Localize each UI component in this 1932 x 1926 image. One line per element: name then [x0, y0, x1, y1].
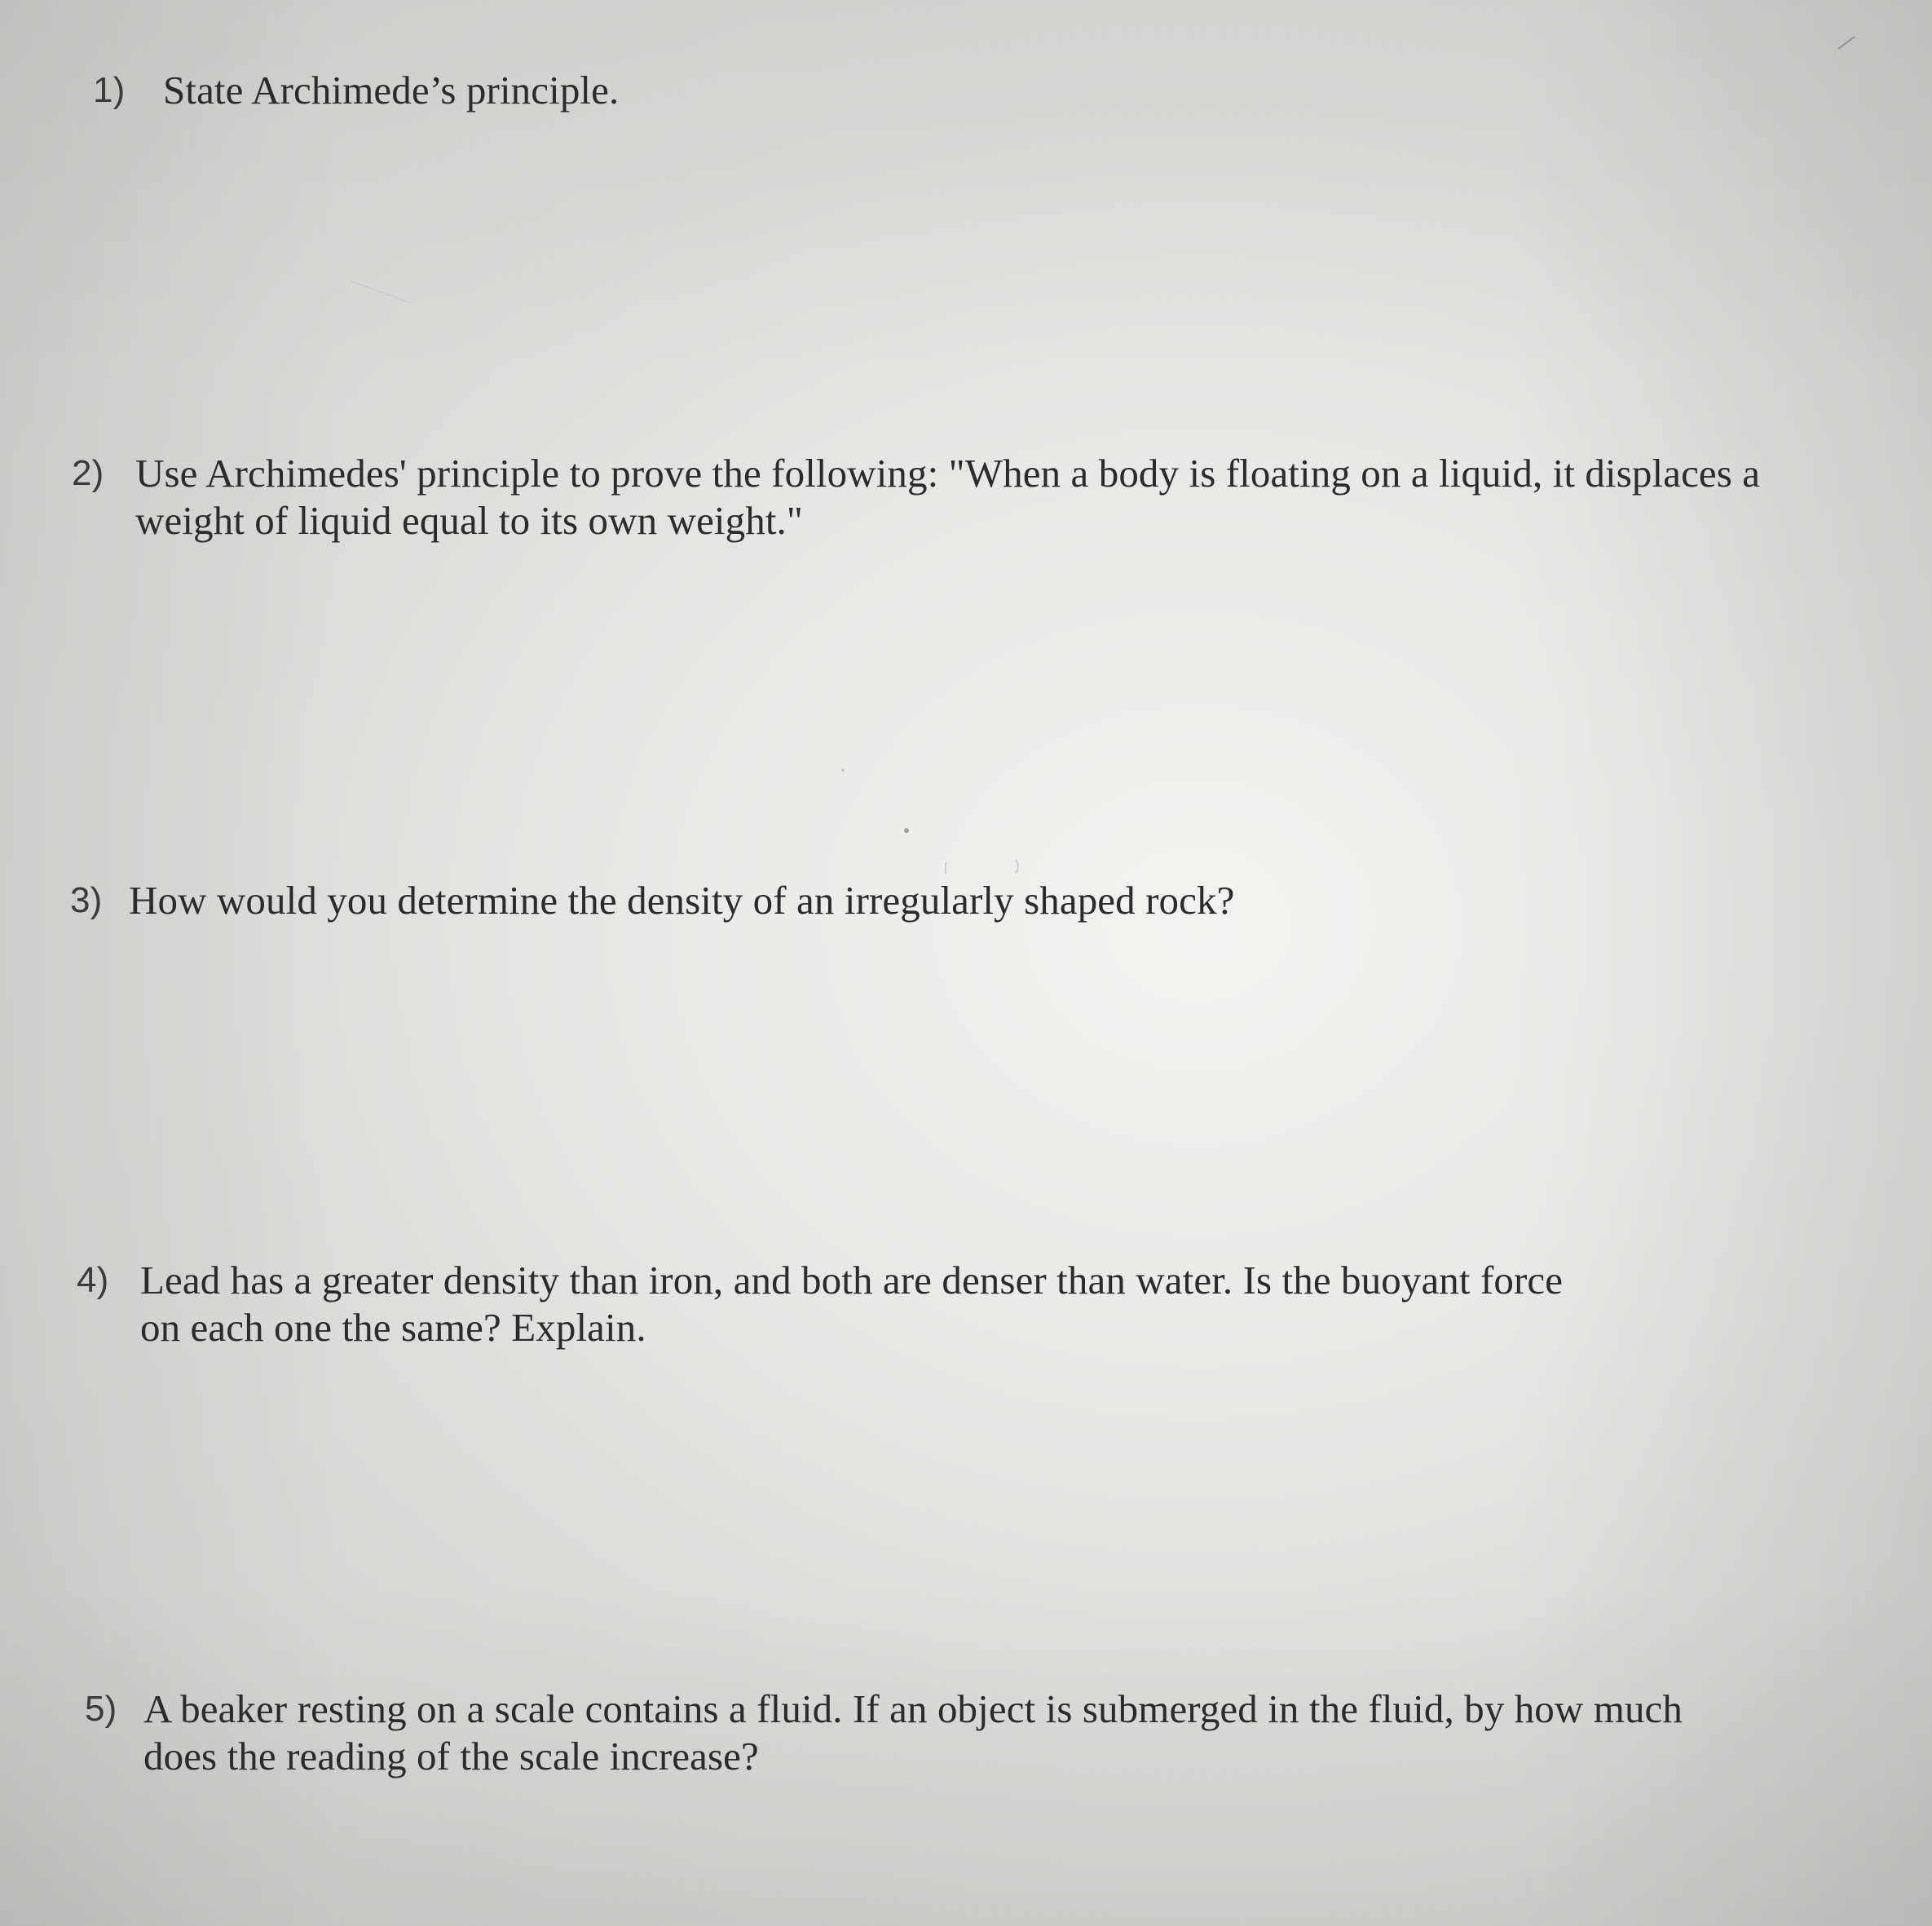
question-5 [85, 1686, 1683, 1780]
question-text-line: weight of liquid equal to its own weight." [135, 498, 803, 543]
question-3 [70, 877, 1235, 924]
question-4 [77, 1257, 1564, 1351]
question-number: 4) [77, 1260, 109, 1300]
question-number: 2) [72, 453, 104, 493]
paper-speck [842, 769, 845, 772]
question-text-line: A beaker resting on a scale contains a fluid. If an object is submerged in the fluid, by how much [143, 1686, 1683, 1731]
question-number: 3) [70, 880, 103, 920]
question-number: 1) [93, 70, 126, 110]
question-text-line: on each one the same? Explain. [140, 1305, 646, 1350]
question-text-line: does the reading of the scale increase? [143, 1734, 759, 1778]
question-text-line: Use Archimedes' principle to prove the following: "When a body is floating on a liquid, it displaces a [135, 451, 1761, 496]
paper-scratch [1838, 37, 1855, 49]
paper-scratch [351, 281, 412, 303]
question-text-line: State Archimede’s principle. [163, 68, 620, 112]
question-2 [72, 450, 1761, 544]
question-text-line: How would you determine the density of an irregularly shaped rock? [129, 878, 1235, 923]
question-number: 5) [85, 1689, 117, 1729]
question-1 [93, 67, 620, 114]
question-text-line: Lead has a greater density than iron, and both are denser than water. Is the buoyant force [140, 1258, 1564, 1302]
paper-speck [904, 828, 909, 833]
paper-scratch [1016, 860, 1018, 873]
